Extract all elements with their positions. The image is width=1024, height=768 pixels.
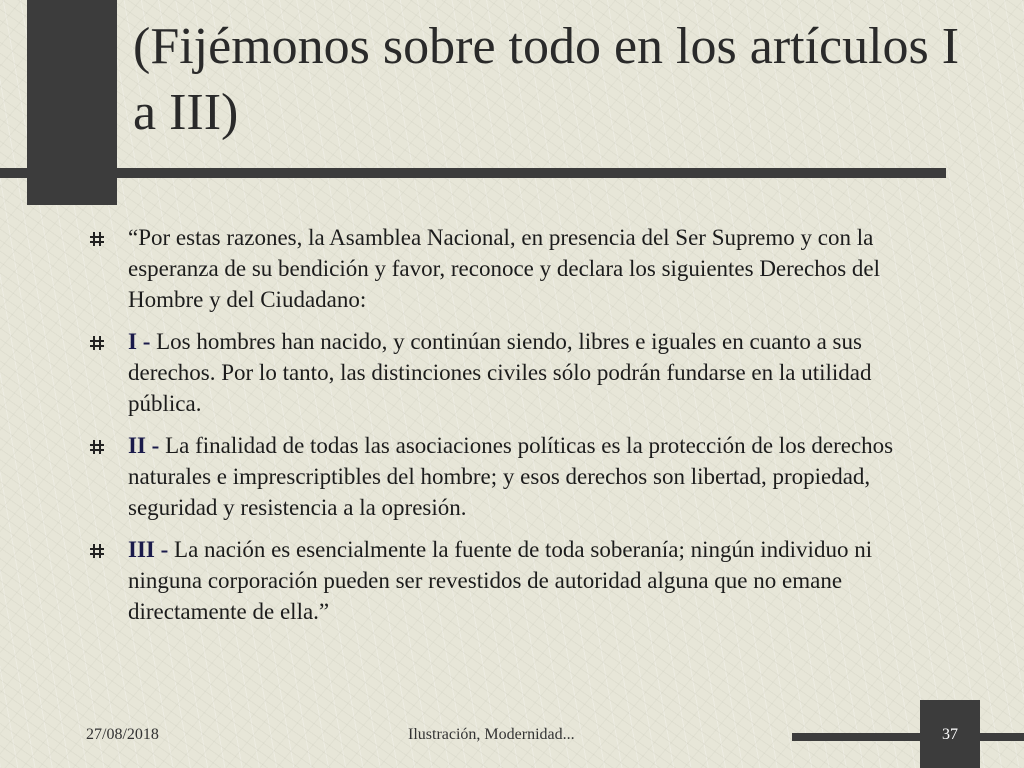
bullet-text: Los hombres han nacido, y continúan siendo, libres e iguales en cuanto a sus derechos. Por lo tanto, las distinciones civiles sólo podrán fundarse en la utilidad pública. [128,329,872,416]
hash-bullet-icon [90,232,104,246]
bullet-list [88,222,948,638]
article-label: II - [128,433,160,458]
bullet-article-3 [88,534,948,627]
bullet-article-2 [88,430,948,523]
bullet-preamble [88,222,948,315]
bullet-text: La nación es esencialmente la fuente de toda soberanía; ningún individuo ni ninguna corporación pueden ser revestidos de autoridad alguna que no emane directamente de ella.” [128,537,873,624]
footer-date: 27/08/2018 [86,726,159,743]
bullet-text: La finalidad de todas las asociaciones políticas es la protección de los derechos naturales e imprescriptibles del hombre; y esos derechos son libertad, propiedad, seguridad y resistencia a la opresión. [128,433,894,520]
bullet-article-1 [88,326,948,419]
article-label: III - [128,537,169,562]
page-number: 37 [942,726,958,743]
bullet-text: “Por estas razones, la Asamblea Nacional, en presencia del Ser Supremo y con la esperanza de su bendición y favor, reconoce y declara los siguientes Derechos del Hombre y del Ciudadano: [128,225,881,312]
hash-bullet-icon [90,336,104,350]
hash-bullet-icon [90,440,104,454]
title-divider [0,168,946,178]
article-label: I - [128,329,151,354]
footer-divider [792,733,1024,741]
footer-title: Ilustración, Modernidad... [408,726,575,743]
slide-title: (Fijémonos sobre todo en los artículos I a III) [133,18,960,141]
hash-bullet-icon [90,544,104,558]
